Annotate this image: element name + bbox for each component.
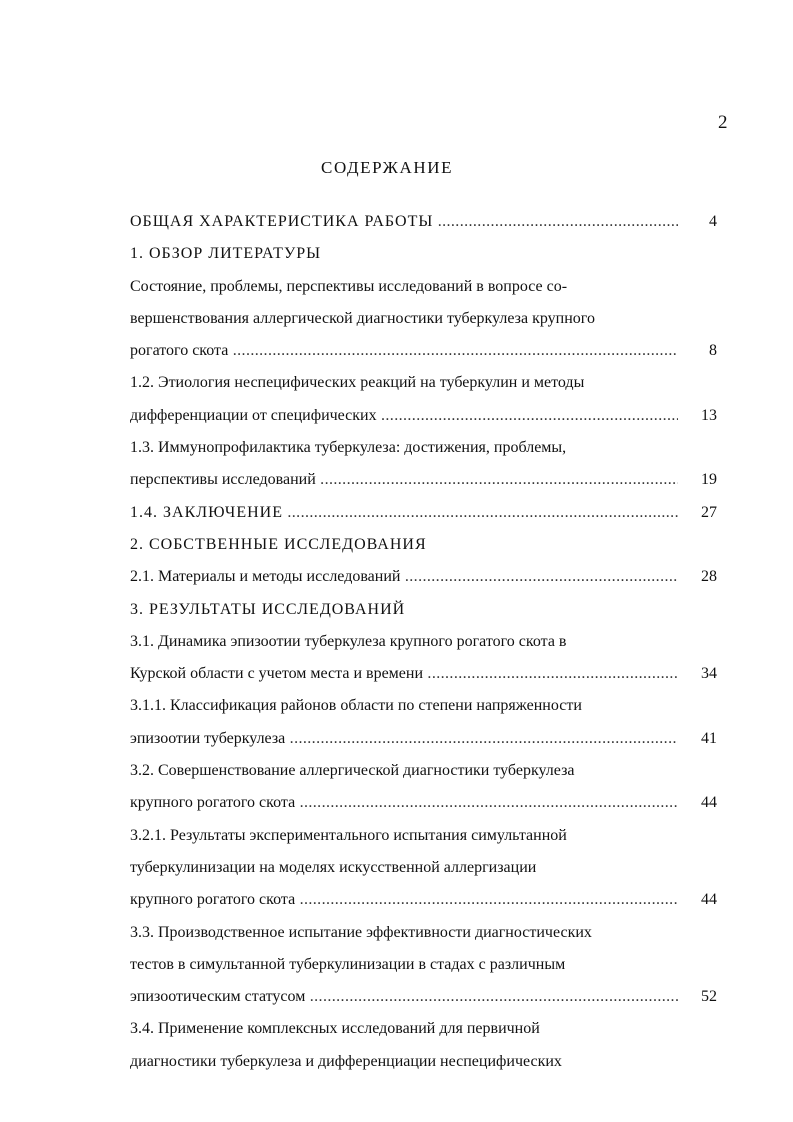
toc-entry-text: Состояние, проблемы, перспективы исследований в вопросе со-: [130, 277, 568, 295]
toc-entry-text: 3.4. Применение комплексных исследований для первичной: [130, 1020, 540, 1038]
toc-entry: [130, 690, 725, 722]
toc-entry-text: крупного рогатого скота .....: [130, 787, 678, 819]
toc-entry-text: 3. РЕЗУЛЬТАТЫ ИССЛЕДОВАНИЙ: [130, 600, 406, 618]
page-title: СОДЕРЖАНИЕ: [321, 158, 454, 177]
table-of-contents: [130, 206, 725, 1078]
toc-entry-page: 28: [701, 568, 717, 586]
toc-entry-page: 52: [701, 988, 717, 1006]
toc-entry-text: Курской области с учетом места и времени .....: [130, 658, 678, 690]
toc-entry: [130, 271, 725, 303]
toc-entry: [130, 755, 725, 787]
toc-entry-text: ОБЩАЯ ХАРАКТЕРИСТИКА РАБОТЫ .....: [130, 206, 678, 238]
toc-entry-page: 34: [701, 665, 717, 683]
toc-entry-text: рогатого скота .....: [130, 335, 678, 367]
toc-entry: [130, 206, 725, 238]
toc-entry-text: 3.1. Динамика эпизоотии туберкулеза крупного рогатого скота в: [130, 632, 567, 650]
toc-entry: [130, 1046, 725, 1078]
toc-entry-text: вершенствования аллергической диагностики туберкулеза крупного: [130, 309, 595, 327]
toc-entry: [130, 594, 725, 626]
toc-entry: [130, 529, 725, 561]
toc-entry: [130, 820, 725, 852]
toc-entry-page: 13: [701, 406, 717, 424]
toc-entry-text: 3.2.1. Результаты экспериментального испытания симультанной: [130, 826, 567, 844]
toc-entry: [130, 400, 725, 432]
toc-entry-page: 4: [709, 213, 717, 230]
toc-entry-text: тестов в симультанной туберкулинизации в стадах с различным: [130, 955, 566, 973]
toc-entry: [130, 884, 725, 916]
toc-entry: [130, 787, 725, 819]
toc-entry: [130, 981, 725, 1013]
page-number: 2: [718, 112, 728, 133]
toc-entry-text: перспективы исследований .....: [130, 464, 678, 496]
toc-entry-text: туберкулинизации на моделях искусственной аллергизации: [130, 858, 537, 876]
toc-entry-page: 44: [701, 891, 717, 909]
toc-entry-page: 8: [709, 342, 717, 360]
toc-entry-page: 27: [701, 503, 717, 521]
toc-entry: [130, 561, 725, 593]
toc-entry: [130, 303, 725, 335]
toc-entry: [130, 949, 725, 981]
toc-entry: [130, 1013, 725, 1045]
toc-entry-text: 3.2. Совершенствование аллергической диагностики туберкулеза: [130, 762, 575, 780]
toc-entry-text: крупного рогатого скота .....: [130, 884, 678, 916]
toc-entry-text: дифференциации от специфических .....: [130, 400, 678, 432]
toc-entry-text: эпизоотическим статусом .....: [130, 981, 678, 1013]
toc-entry-text: 1.2. Этиология неспецифических реакций на туберкулин и методы: [130, 374, 585, 392]
toc-entry-page: 19: [701, 471, 717, 489]
toc-entry: [130, 238, 725, 270]
toc-entry-text: 1.4. ЗАКЛЮЧЕНИЕ .....: [130, 497, 678, 529]
toc-entry-text: диагностики туберкулеза и дифференциации неспецифических: [130, 1052, 562, 1070]
toc-entry-text: 2. СОБСТВЕННЫЕ ИССЛЕДОВАНИЯ: [130, 535, 427, 553]
toc-entry: [130, 497, 725, 529]
toc-entry-text: 3.3. Производственное испытание эффективности диагностических: [130, 923, 592, 941]
toc-entry-text: 2.1. Материалы и методы исследований .....: [130, 561, 678, 593]
toc-entry-text: эпизоотии туберкулеза .....: [130, 723, 678, 755]
toc-entry: [130, 626, 725, 658]
toc-entry: [130, 723, 725, 755]
toc-entry: [130, 432, 725, 464]
toc-entry: [130, 852, 725, 884]
toc-entry: [130, 917, 725, 949]
toc-entry: [130, 658, 725, 690]
toc-entry: [130, 335, 725, 367]
toc-entry-page: 41: [701, 729, 717, 747]
toc-entry: [130, 464, 725, 496]
toc-entry: [130, 367, 725, 399]
toc-entry-text: 3.1.1. Классификация районов области по степени напряженности: [130, 697, 582, 715]
toc-entry-text: 1.3. Иммунопрофилактика туберкулеза: достижения, проблемы,: [130, 439, 567, 457]
toc-entry-page: 44: [701, 794, 717, 812]
toc-entry-text: 1. ОБЗОР ЛИТЕРАТУРЫ: [130, 245, 322, 263]
